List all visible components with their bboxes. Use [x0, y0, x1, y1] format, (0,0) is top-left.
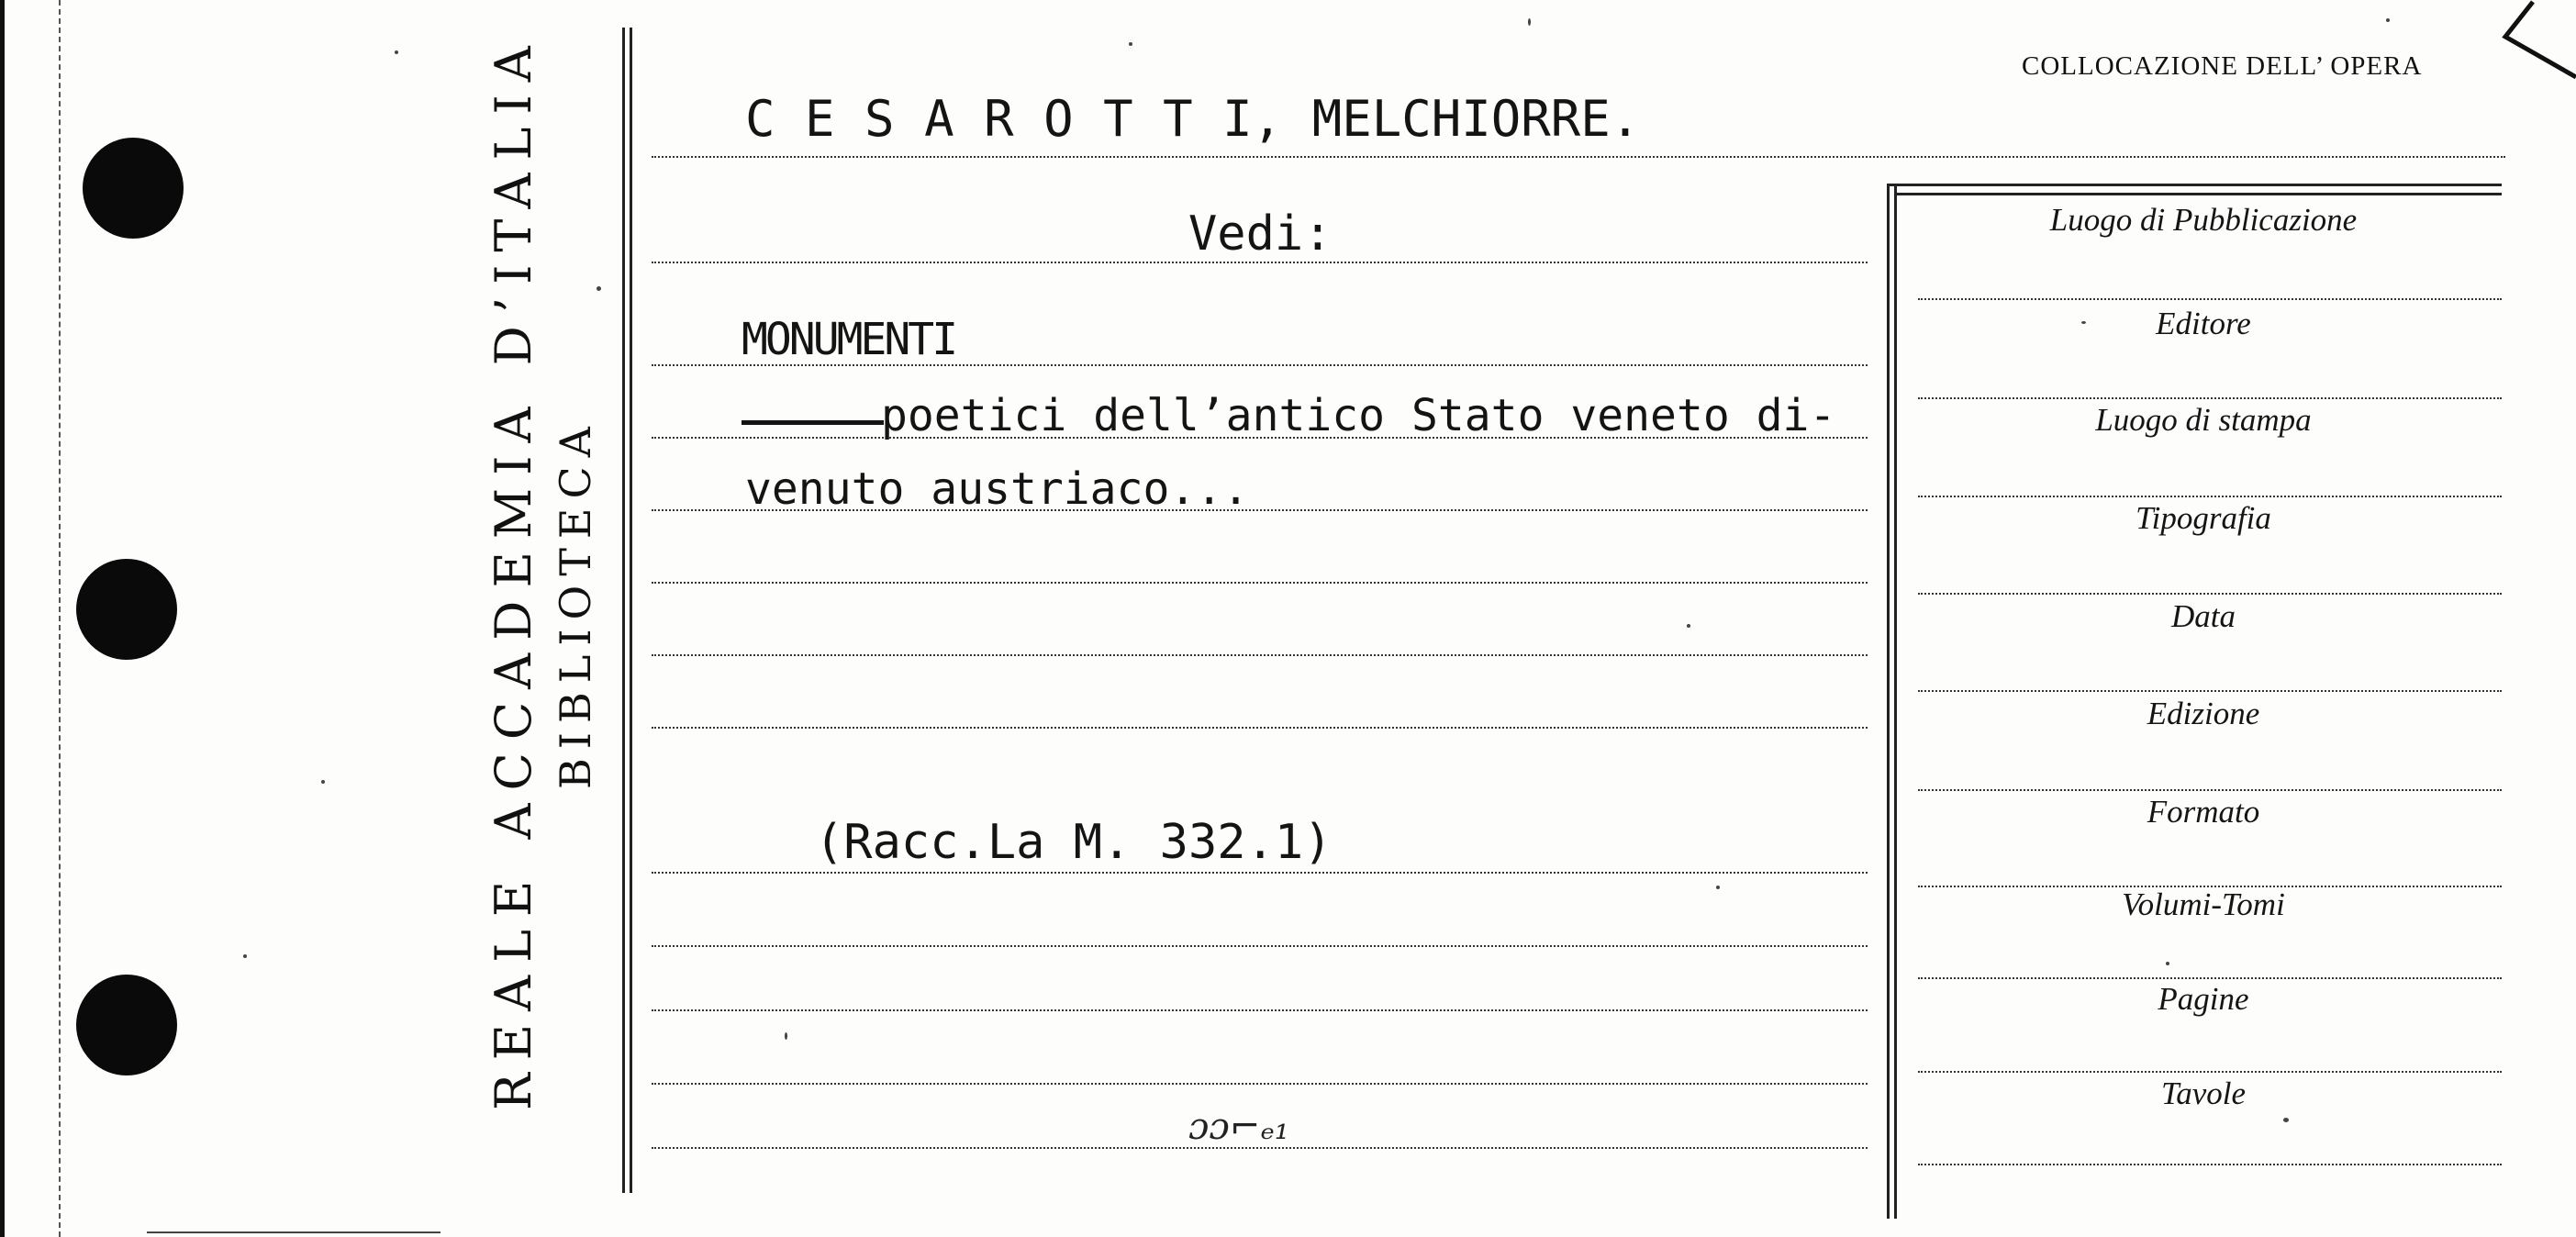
field-line-6 — [1918, 789, 2502, 791]
speck — [2081, 321, 2086, 324]
speck — [2386, 18, 2390, 22]
field-label-printer: Tipografia — [2136, 500, 2271, 536]
field-line-1 — [1918, 298, 2502, 300]
left-rule-b — [630, 28, 632, 1193]
speck — [597, 286, 601, 291]
speck — [321, 780, 325, 784]
speck — [2166, 962, 2169, 965]
see-label: Vedi: — [1188, 206, 1333, 262]
speck — [1687, 624, 1690, 628]
side-title: REALE ACCADEMIA D’ITALIA — [485, 33, 542, 1110]
collocation-label: COLLOCAZIONE DELL’ OPERA — [2022, 51, 2423, 81]
main-line-6 — [652, 582, 1868, 584]
main-line-7 — [652, 654, 1868, 656]
field-label-date: Data — [2171, 598, 2236, 634]
punch-hole-top — [83, 138, 184, 239]
side-subtitle: BIBLIOTECA — [551, 418, 600, 789]
field-line-10 — [1918, 1164, 2502, 1165]
entry-line-2: venuto austriaco... — [745, 463, 1250, 515]
right-rule-b — [1894, 184, 1897, 1219]
entry-dash — [742, 420, 884, 425]
punch-hole-middle — [76, 559, 177, 660]
main-line-2 — [652, 262, 1868, 263]
field-line-4 — [1918, 593, 2502, 595]
field-line-9 — [1918, 1071, 2502, 1073]
main-line-10 — [652, 945, 1868, 947]
speck — [395, 50, 398, 54]
field-label-publication-place: Luogo di Pubblicazione — [2049, 202, 2358, 238]
main-line-8 — [652, 727, 1868, 729]
field-line-3 — [1918, 496, 2502, 497]
field-line-5 — [1918, 690, 2502, 692]
speck — [2283, 1118, 2289, 1122]
speck — [1528, 18, 1531, 26]
field-label-format: Formato — [2147, 794, 2260, 830]
entry-line-1: poetici dell’antico Stato veneto di- — [881, 390, 1836, 441]
shelfmark: (Racc.La M. 332.1) — [815, 815, 1333, 870]
field-label-volumes: Volumi-Tomi — [2122, 886, 2285, 922]
field-label-printing-place: Luogo di stampa — [2095, 402, 2312, 438]
main-line-12 — [652, 1083, 1868, 1085]
field-line-2 — [1918, 397, 2502, 399]
panel-top-rule-a — [1887, 184, 2502, 186]
speck — [1716, 886, 1720, 889]
panel-top-rule-b — [1894, 193, 2502, 195]
left-rule-a — [622, 28, 625, 1193]
field-line-8 — [1918, 977, 2502, 979]
speck — [1129, 42, 1132, 46]
left-dashed-line — [59, 0, 61, 1237]
field-label-plates: Tavole — [2160, 1075, 2247, 1111]
field-label-publisher: Editore — [2156, 306, 2251, 341]
left-edge-line — [0, 0, 5, 1237]
speck — [243, 954, 247, 958]
punch-hole-bottom — [76, 975, 177, 1075]
main-line-9 — [652, 872, 1868, 874]
right-rule-a — [1887, 184, 1890, 1219]
corner-mark-icon — [2496, 0, 2576, 83]
speck — [785, 1032, 787, 1040]
entry-title: MONUMENTI — [742, 314, 956, 365]
bottom-edge-fragment — [147, 1231, 440, 1233]
handwritten-note: ɔɔ⌐ₑ₁ — [1188, 1106, 1289, 1148]
main-line-1 — [652, 156, 2505, 158]
main-line-11 — [652, 1009, 1868, 1011]
card-heading: C E S A R O T T I, MELCHIORRE. — [745, 90, 1641, 148]
field-label-edition: Edizione — [2147, 696, 2260, 731]
field-label-pages: Pagine — [2158, 981, 2249, 1017]
